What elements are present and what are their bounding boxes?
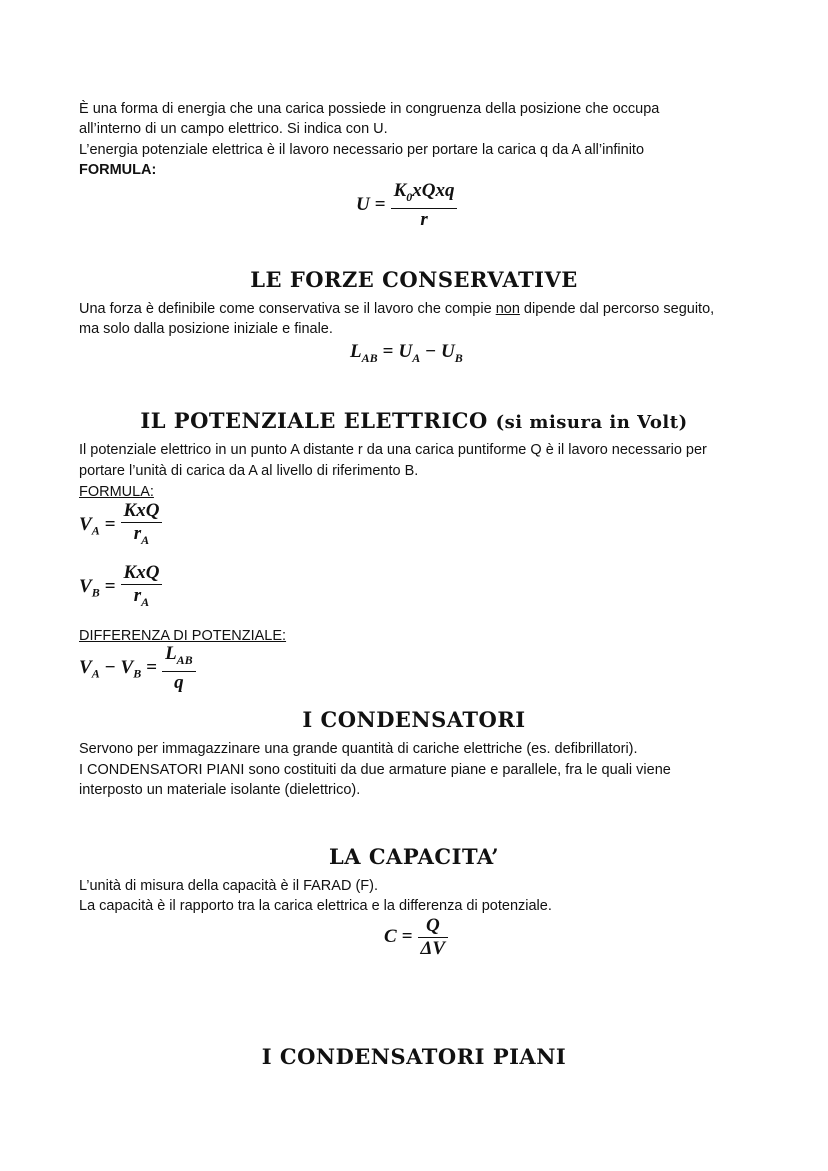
fraction: [121, 562, 163, 613]
formula-lhs: U: [356, 193, 370, 215]
underlined-word: non: [495, 301, 520, 317]
potential-line-1: Il potenziale elettrico in un punto A distante r da una carica puntiforme Q è il lavoro necessario per: [79, 442, 707, 458]
formula-work: [350, 341, 463, 366]
v1-symbol: V: [79, 656, 92, 678]
numerator: KxQ: [121, 562, 163, 585]
den-symbol: r: [133, 523, 142, 544]
formula-potential-energy: [356, 180, 457, 231]
text-part: dipende dal percorso seguito,: [519, 301, 715, 317]
denominator: ΔV: [420, 938, 446, 959]
num-k-sub: 0: [406, 189, 413, 204]
equals-sign: =: [374, 193, 386, 215]
equals-sign: =: [104, 575, 116, 597]
minus-sign: −: [425, 341, 437, 362]
conservative-line-1: [79, 299, 714, 319]
formula-va: [79, 500, 162, 551]
intro-line-3: L’energia potenziale elettrica è il lavoro necessario per portare la carica q da A all’infinito: [79, 142, 645, 158]
denominator: [121, 523, 163, 551]
numerator: [162, 643, 196, 672]
formula-capacity: [384, 915, 448, 960]
v-sub: B: [91, 585, 100, 600]
numerator: KxQ: [121, 500, 163, 523]
heading-text: IL POTENZIALE ELETTRICO: [140, 408, 488, 433]
num-rest: xQxq: [412, 180, 455, 201]
intro-line-2: all’interno di un campo elettrico. Si indica con U.: [79, 121, 388, 137]
heading-electric-potential: [0, 408, 828, 433]
heading-conservative-forces: LE FORZE CONSERVATIVE: [250, 267, 578, 292]
intro-line-1: È una forma di energia che una carica possiede in congruenza della posizione che occupa: [79, 101, 660, 117]
fraction: [121, 500, 163, 551]
denominator: [121, 585, 163, 613]
u2-sub: B: [454, 350, 463, 365]
heading-note: (si misura in Volt): [495, 412, 688, 433]
fraction: [391, 180, 458, 231]
equals-sign: =: [146, 656, 158, 678]
v1-sub: A: [91, 666, 100, 681]
denominator: r: [420, 208, 428, 230]
den-sub: A: [141, 532, 150, 547]
num-symbol: L: [165, 643, 177, 664]
den-sub: A: [141, 594, 150, 609]
fraction: [162, 643, 196, 694]
fraction: [418, 915, 449, 960]
equals-sign: =: [104, 513, 116, 535]
text-part: Una forza è definibile come conservativa se il lavoro che compie: [79, 301, 496, 317]
u1-sub: A: [412, 350, 421, 365]
formula-potential-difference: [79, 643, 196, 694]
equals-sign: =: [401, 925, 413, 947]
heading-flat-capacitors: I CONDENSATORI PIANI: [261, 1044, 567, 1069]
heading-capacity: LA CAPACITA’: [328, 844, 500, 869]
numerator: [391, 180, 458, 209]
num-sub: AB: [176, 652, 193, 667]
potential-formula-label: FORMULA:: [79, 484, 154, 500]
v2-sub: B: [133, 666, 142, 681]
l-symbol: L: [350, 341, 362, 362]
intro-formula-label: FORMULA:: [79, 162, 157, 178]
den-symbol: r: [133, 585, 142, 606]
denominator: q: [174, 671, 184, 693]
minus-sign: −: [104, 656, 116, 678]
v2-symbol: V: [120, 656, 134, 678]
potential-difference-label: DIFFERENZA DI POTENZIALE:: [79, 628, 287, 644]
heading-capacitors: I CONDENSATORI: [302, 707, 526, 732]
capacitors-line-1: Servono per immagazzinare una grande quantità di cariche elettriche (es. defibrillatori).: [79, 741, 638, 757]
u1-symbol: U: [398, 341, 413, 362]
potential-line-2: portare l’unità di carica da A al livello di riferimento B.: [79, 463, 419, 479]
capacitors-line-3: interposto un materiale isolante (dielettrico).: [79, 782, 361, 798]
capacity-line-1: L’unità di misura della capacità è il FARAD (F).: [79, 878, 378, 894]
l-sub: AB: [361, 350, 378, 365]
v-symbol: V: [79, 513, 92, 535]
v-sub: A: [91, 523, 100, 538]
equals-sign: =: [382, 341, 394, 362]
num-k: K: [393, 180, 407, 201]
u2-symbol: U: [441, 341, 455, 362]
v-symbol: V: [79, 575, 92, 597]
formula-vb: [79, 562, 162, 613]
capacitors-line-2: I CONDENSATORI PIANI sono costituiti da due armature piane e parallele, fra le quali viene: [79, 762, 671, 778]
conservative-line-2: ma solo dalla posizione iniziale e finale.: [79, 321, 333, 337]
capacity-line-2: La capacità è il rapporto tra la carica elettrica e la differenza di potenziale.: [79, 898, 552, 914]
numerator: Q: [418, 915, 449, 938]
c-symbol: C: [384, 925, 397, 947]
